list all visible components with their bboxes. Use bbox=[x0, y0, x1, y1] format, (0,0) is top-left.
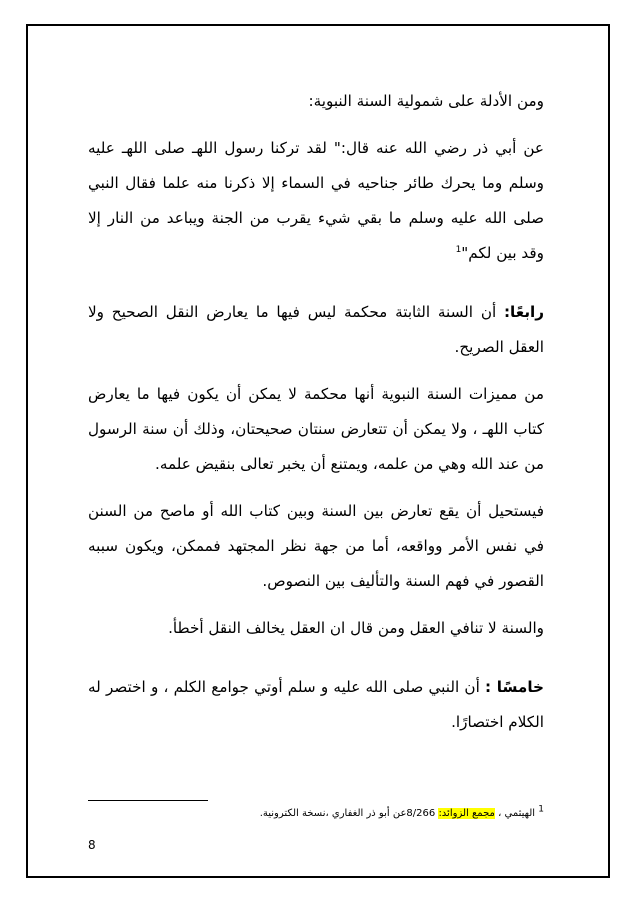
reason-text: والسنة لا تنافي العقل ومن قال ان العقل يخالف النقل أخطأ. bbox=[168, 619, 544, 637]
reason-paragraph bbox=[88, 611, 544, 646]
hadith-paragraph bbox=[88, 131, 544, 271]
footnote-number: 1 bbox=[538, 804, 544, 815]
fourth-point-heading: رابعًا: bbox=[503, 303, 544, 321]
fifth-point-text: أن النبي صلى الله عليه و سلم أوتي جوامع الكلم ، و اختصر له الكلام اختصارًا. bbox=[88, 678, 544, 731]
features-text: من مميزات السنة النبوية أنها محكمة لا يمكن أن يكون فيها ما يعارض كتاب اللهـ ، ولا يمكن أن تتعارض سنتان صحيحتان، وذلك أن سنة الرسول من عند الله وهي من علمه، ويمتنع أن يخبر تعالى بنقيض علمه. bbox=[88, 385, 544, 473]
intro-paragraph bbox=[88, 84, 544, 119]
intro-text: ومن الأدلة على شمولية السنة النبوية: bbox=[308, 92, 544, 110]
hadith-text: عن أبي ذر رضي الله عنه قال:" لقد تركنا رسول اللهـ صلى اللهـ عليه وسلم وما يحرك طائر جناحيه في السماء إلا ذكرنا منه علما فقال النبي صلى الله عليه وسلم ما بقي شيء يقرب من الجنة ويباعد من النار إلا وقد بين لكم" bbox=[88, 139, 544, 262]
footnote-author: الهيثمي ، bbox=[498, 808, 536, 819]
fifth-point-paragraph bbox=[88, 670, 544, 740]
fifth-point-heading: خامسًا : bbox=[485, 678, 544, 696]
footnote-separator bbox=[88, 800, 208, 801]
contradiction-paragraph bbox=[88, 494, 544, 599]
fourth-point-paragraph bbox=[88, 295, 544, 365]
document-body bbox=[88, 84, 544, 740]
footnote-citation: 8/266عن أبو ذر الغفاري ،نسخة الكترونية. bbox=[259, 808, 439, 819]
page-number: 8 bbox=[88, 838, 96, 852]
contradiction-text: فيستحيل أن يقع تعارض بين السنة وبين كتاب الله أو ماصح من السنن في نفس الأمر وواقعه، أما من جهة نظر المجتهد فممكن، ويكون سببه القصور في فهم السنة والتأليف بين النصوص. bbox=[88, 502, 544, 590]
fourth-point-text: أن السنة الثابتة محكمة ليس فيها ما يعارض النقل الصحيح ولا العقل الصريح. bbox=[88, 303, 544, 356]
footnote-reference[interactable]: 1 bbox=[455, 244, 462, 255]
footnote bbox=[259, 804, 544, 819]
footnote-book-title: مجمع الزوائد: bbox=[438, 808, 495, 819]
features-paragraph bbox=[88, 377, 544, 482]
